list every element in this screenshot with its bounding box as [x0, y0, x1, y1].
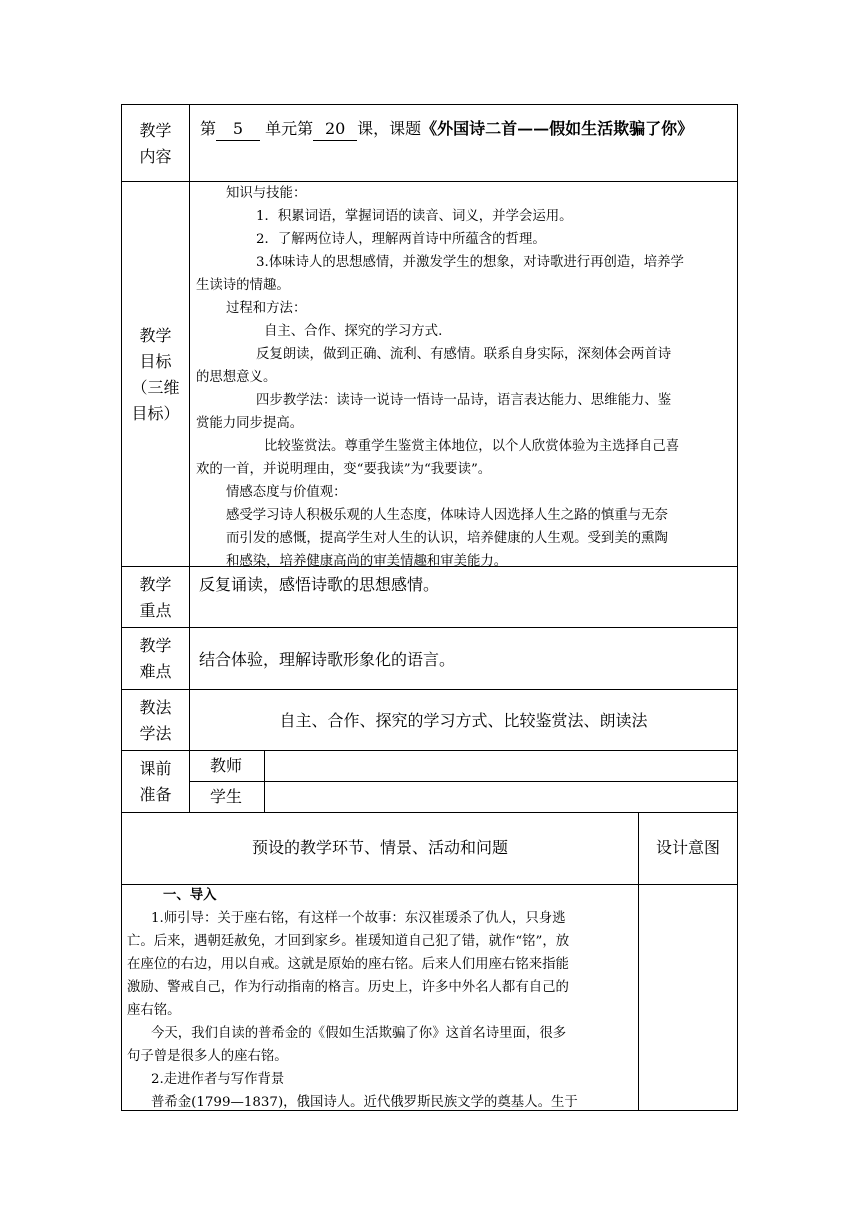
goals-text: 知识与技能： 1．积累词语，掌握词语的读音、词义，并学会运用。 2．了解两位诗人，理解两首诗中所蕴含的哲理。 3.体味诗人的思想感情，并激发学生的想象，对诗歌进行再创造，培养学 生读诗的情趣。 过程和方法： 自主、合作、探究的学习方式. 反复朗读，做到正确、流利、有感情。联系自身实际，深刻体会两首诗 的思想意义。 四步教学法：读诗一说诗一悟诗一品诗，语言表达能力、思维能力、鉴 赏能力同步提高。 比较鉴赏法。尊重学生鉴赏主体地位，以个人欣赏体验为主选择自己喜 欢的一首，并说明理由，变“要我读”为“我要读”。 情感态度与价值观： 感受学习诗人积极乐观的人生态度，体味诗人因选择人生之路的慎重与无奈 而引发的感慨，提高学生对人生的认识，培养健康的人生观。受到美的熏陶 和感染，培养健康高尚的审美情趣和审美能力。	[196, 186, 684, 569]
table-border-top	[121, 104, 738, 105]
unit-number: 5	[216, 118, 260, 141]
process-heading: 一、导入	[163, 887, 217, 903]
lesson-title: 《外国诗二首——假如生活欺骗了你》	[421, 119, 694, 138]
row-label-key-points: 教学 重点	[139, 575, 172, 620]
process-text: 一、导入 1.师引导：关于座右铭，有这样一个故事：东汉崔瑗杀了仇人，只身逃 亡。后来，遇朝廷赦免，才回到家乡。崔瑗知道自己犯了错，就作“铭”，放 在座位的右边，用以自戒。这就是原始的座右铭。后来人们用座右铭来指能 激励、警戒自己，作为行动指南的格言。历史上，许多中外名人都有自己的 座右铭。 今天，我们自读的普希金的《假如生活欺骗了你》这首名诗里面，很多 句子曾是很多人的座右铭。 2.走进作者与写作背景 普希金(1799—1837)，俄国诗人。近代俄罗斯民族文学的奠基人。生于	[127, 884, 635, 1114]
prep-teacher-label: 教师	[210, 756, 243, 775]
row-label-content: 教学 内容	[139, 121, 172, 166]
process-header-right: 设计意图	[655, 838, 720, 857]
lesson-title-line: 第 5 单元第 20 课，课题《外国诗二首——假如生活欺骗了你》	[200, 118, 693, 141]
prep-row-divider	[189, 781, 738, 782]
prep-student-label: 学生	[210, 787, 243, 806]
row-label-preparation: 课前 准备	[139, 759, 172, 804]
lesson-number: 20	[313, 118, 357, 141]
difficulty-text: 结合体验，理解诗歌形象化的语言。	[199, 650, 456, 669]
row-label-goals: 教学 目标 （三维 目标）	[131, 326, 180, 423]
row-divider	[121, 627, 738, 628]
table-border-right	[737, 104, 738, 1111]
row-label-method: 教法 学法	[139, 698, 172, 743]
row-divider	[121, 812, 738, 813]
row-label-difficulty: 教学 难点	[139, 636, 172, 681]
key-points-text: 反复诵读，感悟诗歌的思想感情。	[199, 575, 440, 594]
row-divider	[121, 750, 738, 751]
method-text: 自主、合作、探究的学习方式、比较鉴赏法、朗读法	[279, 711, 648, 730]
process-header-left: 预设的教学环节、情景、活动和问题	[251, 838, 508, 857]
row-divider	[121, 689, 738, 690]
label-column-divider	[189, 104, 190, 812]
